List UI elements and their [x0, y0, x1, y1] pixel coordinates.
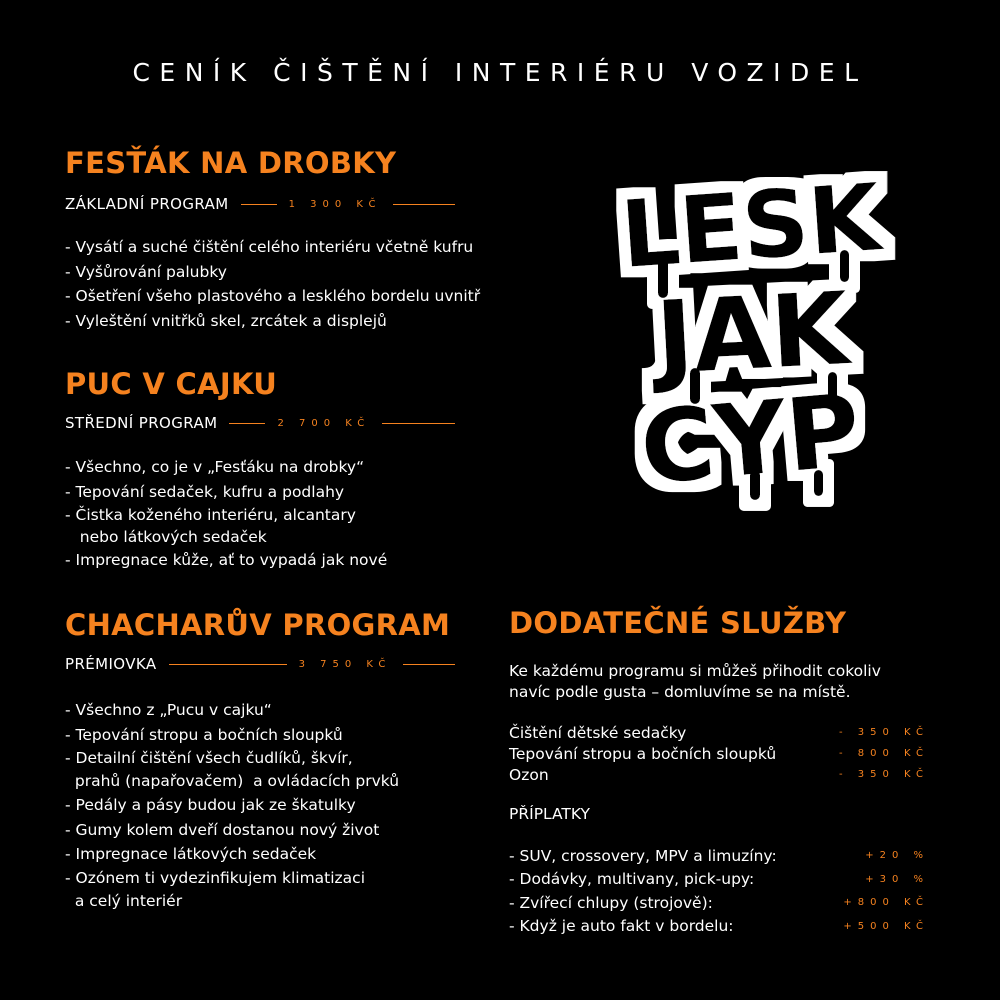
surcharge-price: +30 % [865, 873, 929, 885]
divider-line [393, 204, 455, 205]
surcharge-price: +500 KČ [843, 920, 929, 932]
program-price: 3 750 KČ [298, 658, 392, 670]
divider-line [403, 664, 455, 665]
logo-text-line1: LESK [617, 164, 884, 289]
surcharge-row [509, 915, 929, 939]
list-item: - Ozónem ti vydezinfikujem klimatizaci [65, 868, 366, 887]
surcharge-name: - Dodávky, multivany, pick-upy: [509, 870, 755, 889]
program-heading-basic: FESŤÁK NA DROBKY [65, 146, 397, 180]
service-price: - 350 KČ [838, 769, 929, 780]
program-label: STŘEDNÍ PROGRAM [65, 414, 218, 432]
list-item: prahů (napařovačem) a ovládacích prvků [65, 772, 400, 790]
program-subrow-medium [65, 413, 455, 433]
surcharge-name: - Když je auto fakt v bordelu: [509, 917, 734, 936]
surcharges-list [509, 844, 929, 938]
list-item: - Tepování stropu a bočních sloupků [65, 725, 343, 744]
service-row [509, 743, 929, 764]
list-item: - Vyleštění vnitřků skel, zrcátek a displejů [65, 311, 387, 330]
service-row [509, 764, 929, 785]
program-label: ZÁKLADNÍ PROGRAM [65, 195, 229, 213]
program-price: 1 300 KČ [288, 198, 382, 210]
extras-heading: DODATEČNÉ SLUŽBY [509, 606, 847, 640]
program-items-medium [65, 455, 387, 573]
brand-logo [600, 140, 900, 520]
list-item: - Pedály a pásy budou jak ze škatulky [65, 796, 356, 814]
service-price: - 800 KČ [838, 748, 929, 759]
program-price: 2 700 KČ [277, 417, 371, 429]
service-name: Tepování stropu a bočních sloupků [509, 744, 777, 763]
logo-text-line2: JAK [653, 270, 852, 397]
list-item: - Gumy kolem dveří dostanou nový život [65, 820, 380, 839]
surcharges-title: PŘÍPLATKY [509, 805, 590, 823]
list-item: - Detailní čištění všech čudlíků, škvír, [65, 749, 353, 767]
program-subrow-premium [65, 654, 455, 674]
surcharge-name: - Zvířecí chlupy (strojově): [509, 893, 713, 912]
list-item: - Vysátí a suché čištění celého interiéru včetně kufru [65, 238, 474, 256]
list-item: - Čistka koženého interiéru, alcantary [65, 506, 356, 524]
list-item: - Všechno, co je v „Fesťáku na drobky“ [65, 458, 365, 476]
divider-line [382, 423, 455, 424]
divider-line [169, 664, 287, 665]
list-item: nebo látkových sedaček [65, 528, 267, 546]
program-label: PRÉMIOVKA [65, 655, 157, 673]
surcharge-price: +800 KČ [843, 897, 929, 909]
service-name: Ozon [509, 765, 549, 784]
surcharge-name: - SUV, crossovery, MPV a limuzíny: [509, 846, 777, 865]
program-items-premium [65, 698, 399, 913]
list-item: - Impregnace kůže, ať to vypadá jak nové [65, 551, 388, 569]
list-item: - Vyšůrování palubky [65, 262, 227, 281]
list-item: - Impregnace látkových sedaček [65, 845, 317, 863]
surcharge-price: +20 % [865, 850, 929, 862]
program-heading-premium: CHACHARŮV PROGRAM [65, 608, 451, 642]
list-item: - Všechno z „Pucu v cajku“ [65, 701, 272, 719]
service-name: Čištění dětské sedačky [509, 723, 687, 742]
surcharge-row [509, 844, 929, 868]
divider-line [241, 204, 277, 205]
logo-text-line3: CYP [636, 371, 865, 508]
logo-graphic [600, 140, 900, 520]
program-heading-medium: PUC V CAJKU [65, 367, 278, 401]
divider-line [229, 423, 265, 424]
service-row [509, 722, 929, 743]
program-items-basic [65, 235, 480, 333]
list-item: - Tepování sedaček, kufru a podlahy [65, 482, 345, 501]
surcharge-row [509, 891, 929, 915]
extras-intro-line2: navíc podle gusta – domluvíme se na místě. [509, 683, 851, 701]
program-subrow-basic [65, 194, 455, 214]
page-title: CENÍK ČIŠTĚNÍ INTERIÉRU VOZIDEL [132, 58, 868, 87]
service-price: - 350 KČ [838, 727, 929, 738]
list-item: - Ošetření všeho plastového a lesklého bordelu uvnitř [65, 287, 481, 305]
extras-intro-line1: Ke každému programu si můžeš přihodit cokoliv [509, 662, 881, 680]
surcharge-row [509, 868, 929, 892]
extra-services-list [509, 722, 929, 785]
list-item: a celý interiér [65, 891, 183, 910]
